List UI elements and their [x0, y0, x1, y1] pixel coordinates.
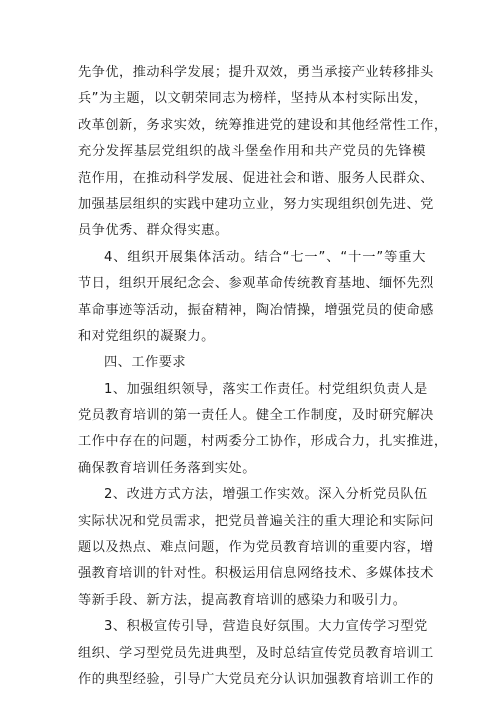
text-line: 作的典型经验，引导广大党员充分认识加强教育培训工作的: [78, 671, 434, 687]
text-line: 四、工作要求: [104, 355, 187, 371]
text-line: 员争优秀、群众得实惠。: [78, 223, 229, 239]
text-line: 充分发挥基层党组织的战斗堡垒作用和共产党员的先锋模: [78, 144, 426, 160]
text-line: 3、积极宣传引导，营造良好氛围。大力宣传学习型党: [104, 619, 428, 635]
text-line: 加强基层组织的实践中建功立业，努力实现组织创先进、党: [78, 196, 434, 212]
text-line: 1、加强组织领导，落实工作责任。村党组织负责人是: [104, 381, 428, 397]
text-line: 范作用，在推动科学发展、促进社会和谐、服务人民群众、: [78, 170, 434, 186]
text-line: 党员教育培训的第一责任人。健全工作制度，及时研究解决: [78, 408, 434, 424]
text-line: 强教育培训的针对性。积极运用信息网络技术、多媒体技术: [78, 566, 434, 582]
text-line: 组织、学习型党员先进典型，及时总结宣传党员教育培训工: [78, 645, 434, 661]
text-line: 节日，组织开展纪念会、参观革命传统教育基地、缅怀先烈: [78, 276, 434, 292]
text-line: 题以及热点、难点问题，作为党员教育培训的重要内容，增: [78, 540, 434, 556]
body-text: [78, 60, 448, 693]
text-line: 先争优，推动科学发展；提升双效，勇当承接产业转移排头: [78, 65, 434, 80]
text-line: 实际状况和党员需求，把党员普遍关注的重大理论和实际问: [78, 513, 434, 529]
text-line: 兵”为主题，以文朝荣同志为榜样，坚持从本村实际出发，: [78, 91, 428, 107]
text-line: 等新手段、新方法，提高教育培训的感染力和吸引力。: [78, 592, 407, 608]
text-line: 4、组织开展集体活动。结合“七一”、“十一”等重大: [104, 249, 426, 265]
text-line: 工作中存在的问题，村两委分工协作，形成合力，扎实推进，: [78, 434, 448, 450]
text-line: 和对党组织的凝聚力。: [78, 328, 215, 344]
text-line: 确保教育培训任务落到实处。: [78, 460, 256, 476]
text-line: 2、改进方式方法，增强工作实效。深入分析党员队伍: [104, 487, 428, 503]
text-line: 改革创新，务求实效，统筹推进党的建设和其他经常性工作，: [78, 117, 448, 133]
text-line: 革命事迹等活动，振奋精神，陶冶情操，增强党员的使命感: [78, 302, 434, 318]
